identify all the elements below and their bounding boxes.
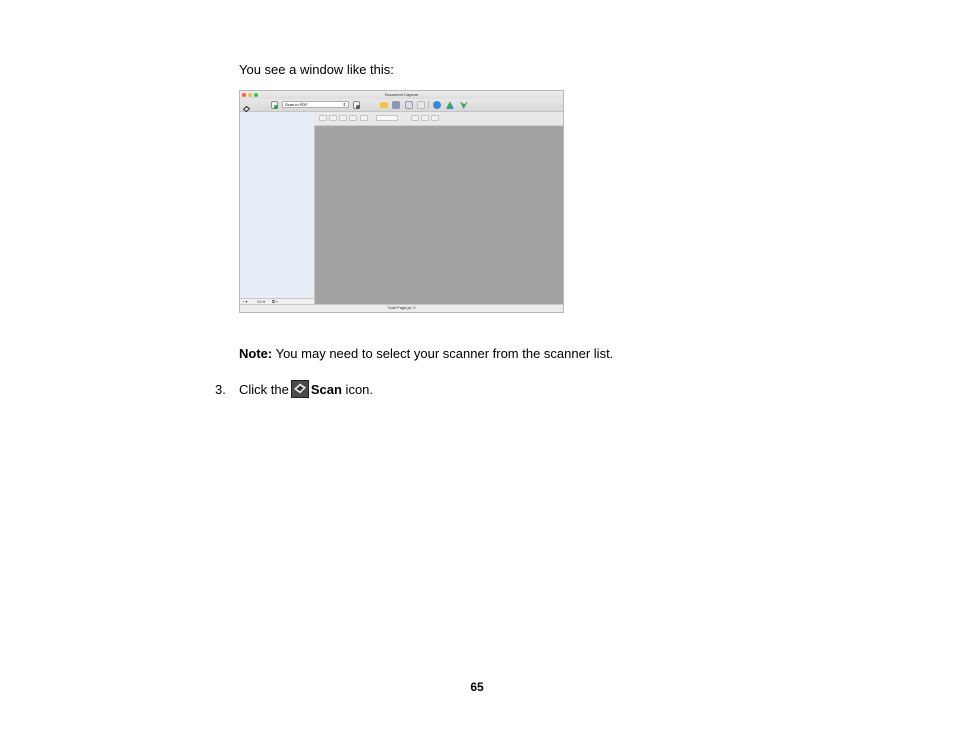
zoom-out-icon[interactable] (329, 115, 337, 121)
step-number: 3. (215, 382, 226, 397)
note-label: Note: (239, 346, 273, 361)
main-toolbar (240, 99, 563, 112)
edit-toolbar (314, 112, 563, 126)
thumbnail-sidebar[interactable] (240, 112, 315, 299)
intro-text: You see a window like this: (239, 62, 394, 77)
step-bold-label: Scan (310, 381, 342, 397)
toolbar-divider (428, 101, 429, 109)
send-icon[interactable] (460, 101, 468, 109)
scan-icon (291, 380, 309, 398)
destination-icon[interactable] (417, 101, 425, 109)
document-capture-window-screenshot (239, 90, 564, 313)
drive-icon[interactable] (446, 101, 454, 109)
printer-icon[interactable] (392, 101, 400, 109)
zoom-field[interactable] (376, 115, 398, 121)
fit-icon[interactable] (339, 115, 347, 121)
rotate-right-icon[interactable] (421, 115, 429, 121)
page-number: 65 (470, 680, 484, 694)
step-suffix: icon. (341, 381, 374, 397)
select-arrows-icon: ⇕ (342, 102, 346, 107)
folder-icon[interactable] (380, 102, 388, 108)
rotate-icon[interactable] (360, 115, 368, 121)
mail-icon[interactable] (405, 101, 413, 109)
delete-page-icon[interactable] (431, 115, 439, 121)
scan-icon[interactable] (242, 101, 250, 109)
step-prefix: Click the (239, 381, 289, 397)
add-page-button[interactable]: + ▾ (242, 299, 248, 304)
web-icon[interactable] (433, 101, 441, 109)
note-text: You may need to select your scanner from the scanner list. (272, 346, 614, 361)
job-select[interactable] (282, 101, 349, 108)
job-select-label: Scan to PDF (285, 102, 308, 107)
preview-canvas[interactable] (315, 126, 563, 305)
window-titlebar (240, 91, 563, 99)
job-settings-icon[interactable] (353, 101, 360, 109)
page-options-select[interactable]: ⧉ ▾ (272, 299, 278, 304)
zoom-in-icon[interactable] (319, 115, 327, 121)
window-title: Document Capture (384, 92, 419, 97)
thumbnail-size-select[interactable]: S4 ▾ (257, 299, 266, 304)
status-bar: Total Page(s): 0 (240, 304, 563, 312)
job-scan-icon[interactable] (271, 101, 278, 109)
step-body (239, 380, 373, 398)
page-view-icon[interactable] (349, 115, 357, 121)
note-paragraph (239, 346, 613, 361)
rotate-left-icon[interactable] (411, 115, 419, 121)
